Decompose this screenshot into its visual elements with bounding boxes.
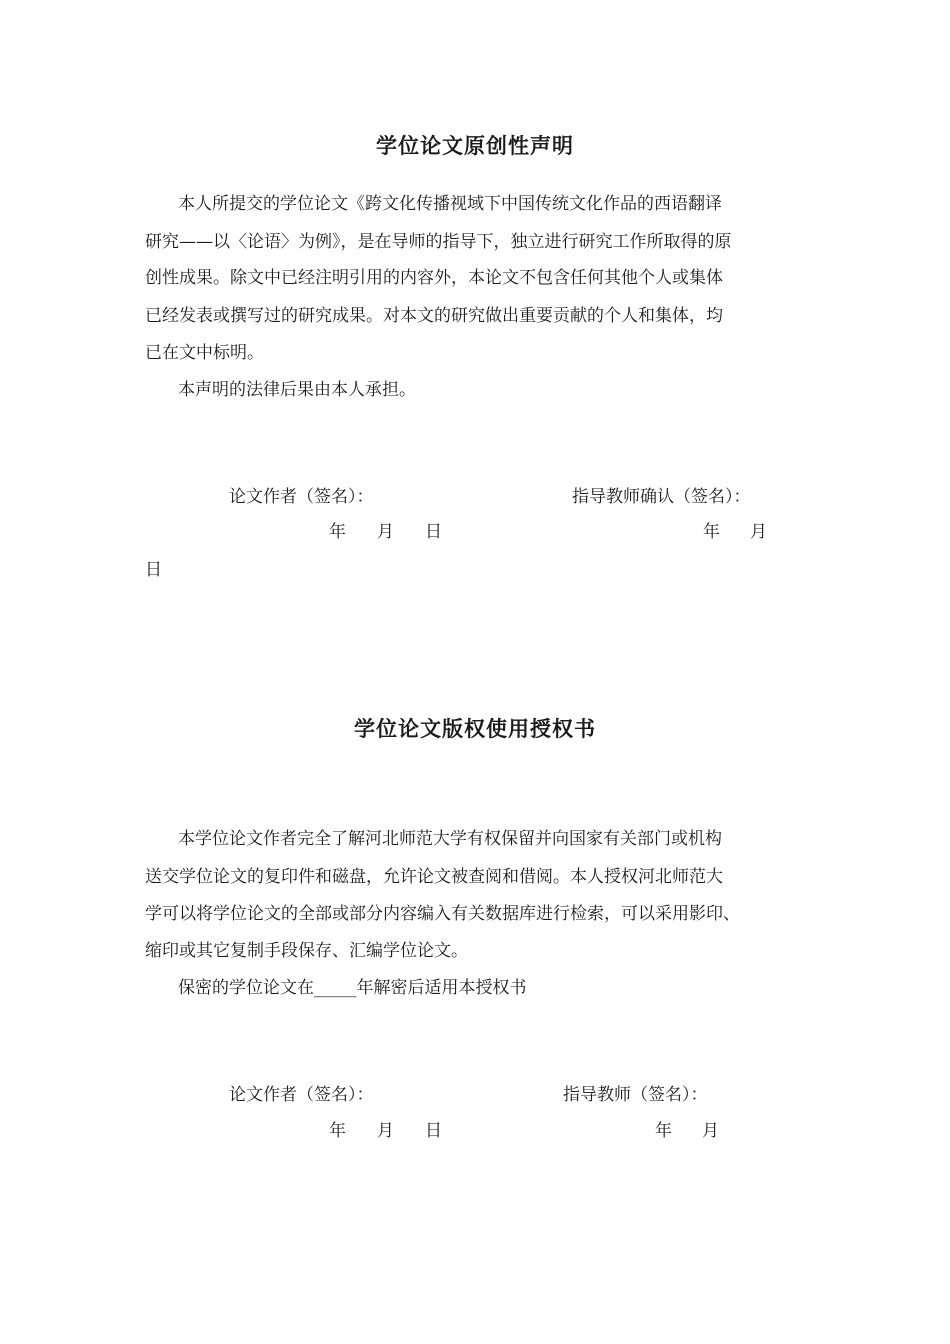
authorization-line-1: 本学位论文作者完全了解河北师范大学有权保留并向国家有关部门或机构 [178,829,722,849]
authorization-author-sign-label: 论文作者（签名）： [229,1085,374,1105]
declaration-title: 学位论文原创性声明 [376,134,574,158]
authorization-title: 学位论文版权使用授权书 [354,717,596,741]
authorization-line-2: 送交学位论文的复印件和磁盘，允许论文被查阅和借阅。本人授权河北师范大 [145,867,723,887]
declaration-line-3: 创性成果。除文中已经注明引用的内容外，本论文不包含任何其他个人或集体 [145,268,723,288]
declaration-advisor-day: 日 [145,560,162,580]
declaration-author-month: 月 [377,522,394,542]
authorization-line-4: 缩印或其它复制手段保存、汇编学位论文。 [145,941,468,961]
authorization-author-year: 年 [329,1121,346,1141]
declaration-author-year: 年 [329,522,346,542]
declaration-advisor-month: 月 [750,522,767,542]
declaration-line-1: 本人所提交的学位论文《跨文化传播视域下中国传统文化作品的西语翻译 [178,194,722,214]
authorization-line-3: 学可以将学位论文的全部或部分内容编入有关数据库进行检索，可以采用影印、 [145,904,740,924]
declaration-line-2: 研究——以〈论语〉为例》，是在导师的指导下，独立进行研究工作所取得的原 [145,232,732,252]
declaration-advisor-year: 年 [703,522,720,542]
authorization-advisor-sign-label: 指导教师（签名）： [563,1085,708,1105]
declaration-author-day: 日 [425,522,442,542]
authorization-author-month: 月 [377,1121,394,1141]
authorization-advisor-month: 月 [702,1121,719,1141]
declaration-line-5: 已在文中标明。 [145,343,264,363]
authorization-line-5: 保密的学位论文在_____年解密后适用本授权书 [178,978,527,998]
authorization-advisor-year: 年 [655,1121,672,1141]
declaration-author-sign-label: 论文作者（签名）： [229,487,374,507]
declaration-line-6: 本声明的法律后果由本人承担。 [178,380,416,400]
authorization-author-day: 日 [425,1121,442,1141]
declaration-advisor-sign-label: 指导教师确认（签名）： [572,487,751,507]
declaration-line-4: 已经发表或撰写过的研究成果。对本文的研究做出重要贡献的个人和集体，均 [145,306,723,326]
